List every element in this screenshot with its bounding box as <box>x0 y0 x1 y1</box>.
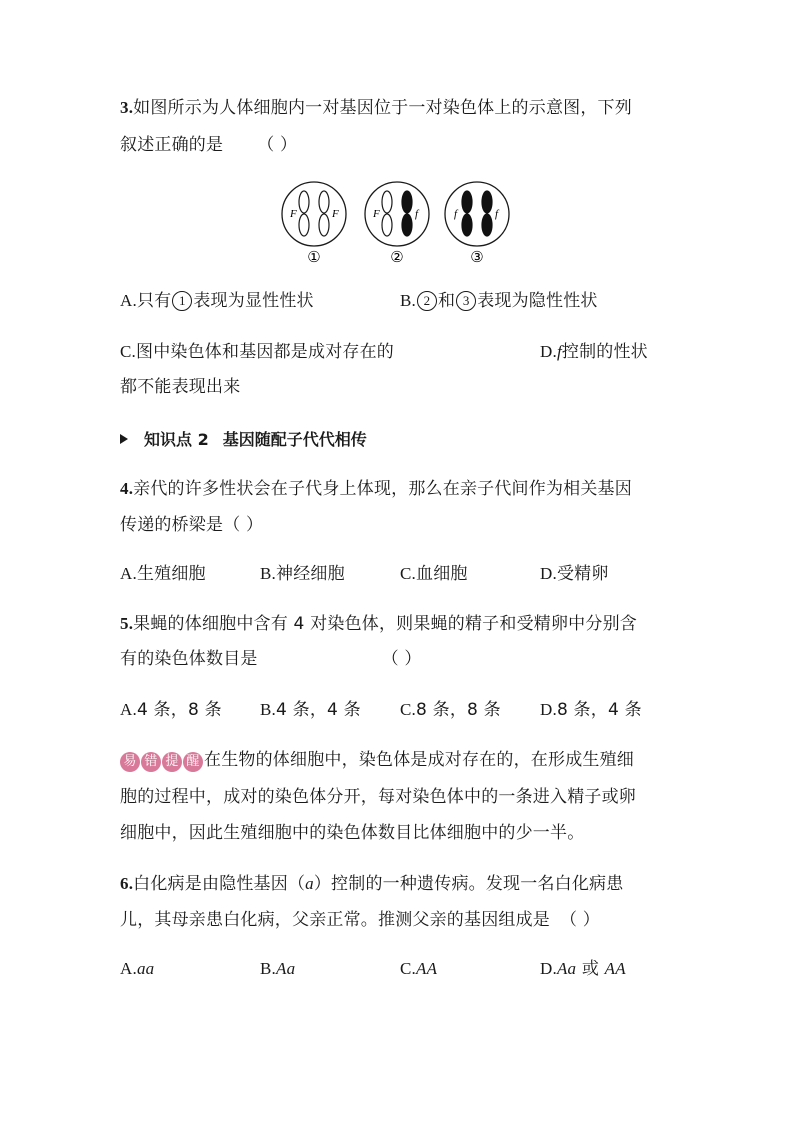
tip-badge-3: 提 <box>162 752 182 772</box>
tip-badge-4: 醒 <box>183 752 203 772</box>
q3-option-d[interactable]: D.f控制的性状 <box>540 342 648 362</box>
q3-stem-line2: 叙述正确的是 （ ） <box>120 135 298 155</box>
triangle-bullet-icon <box>120 434 128 444</box>
q4-stem-line2: 传递的桥梁是（ ） <box>120 515 264 535</box>
cell-3-label: ③ <box>470 250 484 266</box>
cell-1 <box>282 182 346 266</box>
tip-line1: 易 错 提 醒 在生物的体细胞中，染色体是成对存在的，在形成生殖细 <box>120 749 634 772</box>
circle-number-3: 3 <box>456 291 476 311</box>
q5-stem-line2: 有的染色体数目是 （ ） <box>120 649 422 669</box>
q3-number: 3. <box>120 98 134 117</box>
circle-number-2: 2 <box>417 291 437 311</box>
knowledge-point-label: 知识点 2 <box>144 430 209 449</box>
q5-option-a[interactable]: A.4 条，8 条 <box>120 700 222 720</box>
q3-option-d-continued: 都不能表现出来 <box>120 377 241 397</box>
q4-stem-line1: 4.亲代的许多性状会在子代身上体现，那么在亲子代间作为相关基因 <box>120 479 632 499</box>
q3-option-b[interactable]: B. 2 和 3 表现为隐性性状 <box>400 291 598 311</box>
cell-2-label: ② <box>390 250 404 266</box>
q4-option-c[interactable]: C.血细胞 <box>400 564 468 584</box>
q4-option-b[interactable]: B.神经细胞 <box>260 564 345 584</box>
q6-answer-blank: （ ） <box>560 910 601 930</box>
cell-1-label: ① <box>307 250 321 266</box>
tip-badge-group <box>120 750 204 770</box>
q6-stem-line2: 儿，其母亲患白化病，父亲正常。推测父亲的基因组成是 （ ） <box>120 910 601 930</box>
cell-2-right-gene: f <box>415 208 419 220</box>
q6-option-c[interactable]: C.AA <box>400 959 438 978</box>
tip-line2: 胞的过程中，成对的染色体分开，每对染色体中的一条进入精子或卵 <box>120 787 636 807</box>
q5-answer-blank: （ ） <box>381 649 422 669</box>
q6-option-a[interactable]: A.aa <box>120 959 155 978</box>
q5-option-b[interactable]: B.4 条，4 条 <box>260 700 361 720</box>
cell-2 <box>365 182 429 266</box>
q4-number: 4. <box>120 479 134 498</box>
tip-line3: 细胞中，因此生殖细胞中的染色体数目比体细胞中的少一半。 <box>120 823 585 843</box>
cell-2-left-gene: F <box>373 208 380 220</box>
circle-number-1: 1 <box>172 291 192 311</box>
q4-option-d[interactable]: D.受精卵 <box>540 564 609 584</box>
cell-3-left-gene: f <box>454 208 458 220</box>
q3-answer-blank: （ ） <box>257 135 298 155</box>
q5-option-d[interactable]: D.8 条，4 条 <box>540 700 642 720</box>
knowledge-point-heading <box>120 427 367 450</box>
q5-stem-line1: 5.果蝇的体细胞中含有 4 对染色体，则果蝇的精子和受精卵中分别含 <box>120 614 637 634</box>
tip-badge-1: 易 <box>120 752 140 772</box>
cell-1-left-gene: F <box>290 208 297 220</box>
cell-3-right-gene: f <box>495 208 499 220</box>
q6-option-d[interactable]: D.Aa 或 AA <box>540 959 626 979</box>
chromosome-figure <box>270 178 530 270</box>
q6-stem-line1: 6.白化病是由隐性基因（a）控制的一种遗传病。发现一名白化病患 <box>120 874 624 894</box>
tip-badge-2: 错 <box>141 752 161 772</box>
knowledge-point-title: 基因随配子代代相传 <box>222 430 367 449</box>
q3-option-c[interactable]: C.图中染色体和基因都是成对存在的 <box>120 342 394 362</box>
q5-number: 5. <box>120 614 134 633</box>
q4-option-a[interactable]: A.生殖细胞 <box>120 564 206 584</box>
cell-3 <box>445 182 509 266</box>
q6-option-b[interactable]: B.Aa <box>260 959 296 978</box>
q3-stem-line1: 3.如图所示为人体细胞内一对基因位于一对染色体上的示意图，下列 <box>120 98 632 118</box>
q3-option-a[interactable]: A.只有 1 表现为显性性状 <box>120 291 314 311</box>
q5-option-c[interactable]: C.8 条，8 条 <box>400 700 501 720</box>
q6-number: 6. <box>120 874 134 893</box>
cell-1-right-gene: F <box>332 208 339 220</box>
